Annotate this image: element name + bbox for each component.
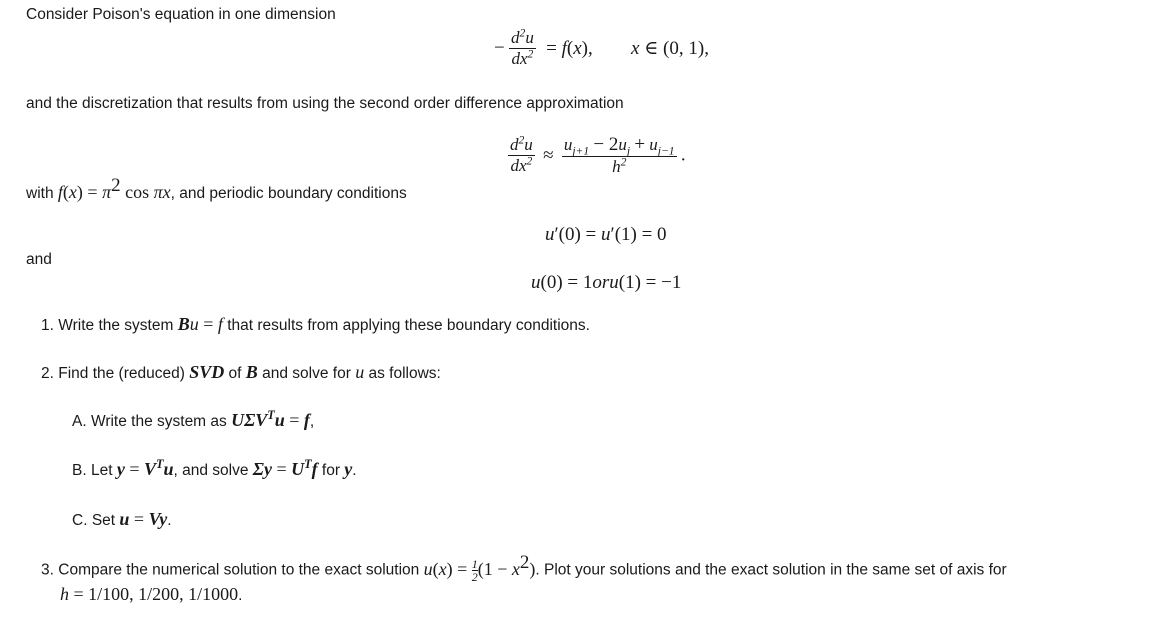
item3-math: $u(x) = \frac{1}{2}$ $(1 - x^2)$ bbox=[423, 551, 536, 584]
item1-math: Bu = f bbox=[177, 314, 223, 334]
subA-label: A. bbox=[72, 413, 87, 430]
item2-mid1: of bbox=[228, 365, 242, 382]
list-item-2 bbox=[41, 362, 441, 383]
item2-math-b: B bbox=[245, 362, 258, 382]
item2-post: as follows: bbox=[368, 365, 441, 382]
subA-math: $U\Sigma V^Tu = f$ bbox=[231, 408, 310, 430]
item2-number: 2. bbox=[41, 365, 54, 382]
subB-label: B. bbox=[72, 462, 87, 479]
item3-pre: Compare the numerical solution to the exact solution bbox=[58, 561, 420, 579]
item3-post: . Plot your solutions and the exact solution in the same set of axis for bbox=[535, 561, 1007, 579]
eq2-approx: ≈ bbox=[543, 144, 554, 166]
sub-item-c bbox=[72, 509, 172, 530]
item3-line2-post: . bbox=[238, 587, 243, 604]
eq2-period: . bbox=[680, 144, 686, 166]
item1-post: that results from applying these boundary conditions. bbox=[227, 317, 590, 334]
subB-pre: Let bbox=[90, 462, 113, 479]
poisson-equation bbox=[494, 28, 709, 69]
item2-math-u: u bbox=[355, 362, 365, 382]
item3-line2 bbox=[60, 584, 242, 605]
eq2-rhs-fraction bbox=[562, 134, 677, 177]
item2-pre: Find the (reduced) bbox=[58, 365, 185, 382]
item2-mid2: and solve for bbox=[262, 365, 351, 382]
intro-text: Consider Poison's equation in one dimension bbox=[26, 6, 336, 23]
half-fraction: $\frac{1}{2}$ bbox=[471, 557, 478, 584]
boundary-condition-2: u(0) = 1oru(1) = −1 bbox=[531, 272, 682, 293]
eq1-domain: x ∈ (0, 1), bbox=[631, 38, 709, 59]
subC-math: u = Vy bbox=[119, 509, 168, 529]
eq2-numerator: $d^2u$ bbox=[510, 133, 533, 154]
with-math: $f(x) = \pi^2$ cos πx bbox=[57, 175, 171, 202]
subC-label: C. bbox=[72, 512, 88, 529]
eq2-denominator: $dx^2$ bbox=[508, 155, 535, 176]
subB-math2: $\Sigma y = U^Tf$ bbox=[252, 457, 318, 479]
eq1-denominator: $dx^2$ bbox=[509, 48, 536, 69]
subC-pre: Set bbox=[91, 512, 116, 529]
with-post: , and periodic boundary conditions bbox=[170, 185, 407, 202]
subB-math3: y bbox=[344, 459, 353, 479]
with-line bbox=[26, 175, 407, 203]
eq2-rhs-numerator: $u_{j+1} - 2u_j + u_{j-1}$ bbox=[563, 134, 675, 158]
subB-mid2: for bbox=[321, 462, 340, 479]
item3-h-values: h = 1/100, 1/200, 1/1000 bbox=[60, 584, 239, 604]
boundary-condition-1: u′(0) = u′(1) = 0 bbox=[545, 224, 667, 245]
with-pre: with bbox=[26, 185, 54, 202]
item2-math-svd: SVD bbox=[189, 362, 225, 382]
eq1-numerator: $d^2u$ bbox=[511, 26, 534, 47]
difference-approximation bbox=[508, 134, 686, 177]
and-text: and bbox=[26, 251, 52, 268]
subC-post: . bbox=[167, 512, 172, 529]
subA-post: , bbox=[309, 413, 315, 430]
eq2-rhs-denominator: $h^2$ bbox=[562, 156, 677, 177]
subA-pre: Write the system as bbox=[90, 413, 227, 430]
subB-math1: $y = V^Tu$ bbox=[116, 457, 174, 479]
sub-item-a bbox=[72, 410, 314, 431]
subB-post: . bbox=[352, 462, 357, 479]
eq2-lhs-fraction bbox=[508, 135, 535, 176]
eq1-minus: − bbox=[494, 37, 505, 59]
discretization-text: and the discretization that results from using the second order difference approximation bbox=[26, 95, 624, 112]
sub-item-b bbox=[72, 459, 357, 480]
subB-mid: , and solve bbox=[173, 462, 249, 479]
item3-number: 3. bbox=[41, 561, 54, 579]
eq1-rhs: = f(x), bbox=[546, 37, 593, 59]
item1-pre: Write the system bbox=[58, 317, 174, 334]
item1-number: 1. bbox=[41, 317, 54, 334]
list-item-3 bbox=[41, 551, 1007, 584]
eq1-fraction bbox=[509, 28, 536, 69]
list-item-1 bbox=[41, 314, 590, 335]
